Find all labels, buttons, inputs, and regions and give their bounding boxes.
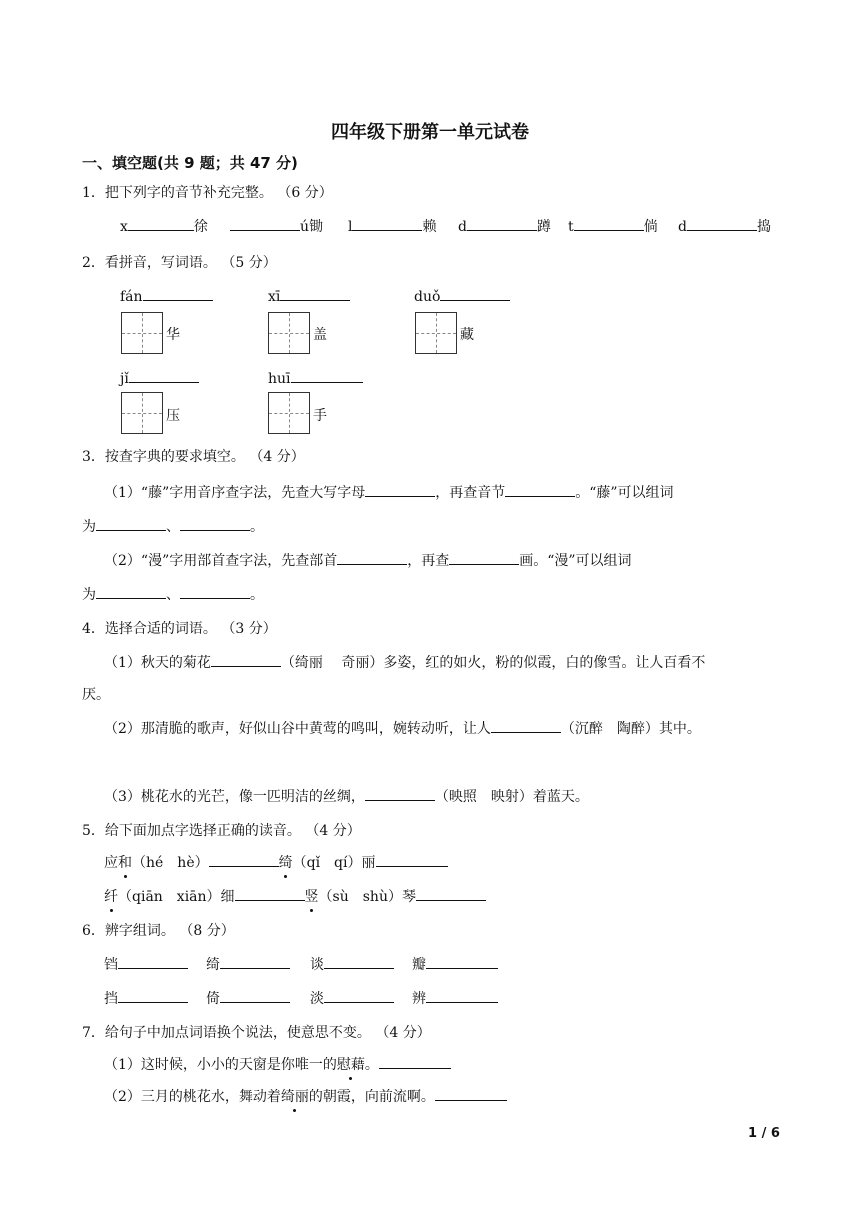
answer-blank[interactable] bbox=[426, 988, 498, 1003]
q3-part1: （1）“藤”字用音序查字法，先查大写字母 ，再查音节 。“藤”可以组词 bbox=[104, 482, 674, 502]
pinyin-label: jǐ bbox=[120, 368, 199, 387]
answer-blank[interactable] bbox=[491, 718, 561, 733]
q6-stem: 6．辨字组词。 （8 分） bbox=[82, 923, 235, 939]
q6-item: 淡 bbox=[310, 988, 394, 1008]
answer-blank[interactable] bbox=[280, 286, 350, 301]
answer-blank[interactable] bbox=[128, 216, 194, 231]
tianzige-box[interactable] bbox=[121, 392, 163, 434]
dotted-char: 纤 bbox=[104, 886, 118, 906]
q7-sentence: （1）这时候，小小的天窗是你唯一的慰藉。 bbox=[104, 1054, 451, 1074]
answer-blank[interactable] bbox=[365, 482, 435, 497]
answer-blank[interactable] bbox=[118, 954, 188, 969]
q6-item: 绮 bbox=[206, 954, 290, 974]
q4-stem: 4．选择合适的词语。 （3 分） bbox=[82, 621, 277, 637]
q3-part2-cont: 为 、 。 bbox=[82, 584, 264, 604]
pinyin-label: huī bbox=[268, 368, 363, 387]
pinyin-label: fán bbox=[120, 286, 213, 305]
q1-item: d 捣 bbox=[678, 216, 771, 236]
answer-blank[interactable] bbox=[337, 550, 407, 565]
answer-blank[interactable] bbox=[505, 482, 575, 497]
q5-row: 应和（hé hè） 绮（qǐ qí）丽 bbox=[104, 852, 448, 872]
answer-blank[interactable] bbox=[324, 954, 394, 969]
given-char: 藏 bbox=[460, 327, 474, 343]
answer-blank[interactable] bbox=[235, 886, 305, 901]
q7-sentence: （2）三月的桃花水，舞动着绮丽的朝霞，向前流啊。 bbox=[104, 1086, 507, 1106]
answer-blank[interactable] bbox=[687, 216, 757, 231]
q6-item: 瓣 bbox=[412, 954, 498, 974]
answer-blank[interactable] bbox=[365, 786, 435, 801]
dotted-char: 绮 bbox=[279, 852, 293, 872]
pinyin-label: duǒ bbox=[414, 286, 510, 305]
answer-blank[interactable] bbox=[143, 286, 213, 301]
pinyin-label: xī bbox=[268, 286, 350, 305]
given-char: 华 bbox=[166, 327, 180, 343]
answer-blank[interactable] bbox=[574, 216, 644, 231]
q4-sentence: （1）秋天的菊花 （绮丽 奇丽）多姿，红的如火，粉的似霞，白的像雪。让人百看不 bbox=[104, 652, 705, 672]
q1-item: t 倘 bbox=[568, 216, 658, 236]
tianzige-box[interactable] bbox=[415, 312, 457, 354]
q6-item: 铛 bbox=[104, 954, 188, 974]
q2-stem: 2．看拼音，写词语。 （5 分） bbox=[82, 255, 277, 271]
q6-item: 辨 bbox=[412, 988, 498, 1008]
given-char: 盖 bbox=[313, 327, 327, 343]
q1-item: x 徐 bbox=[120, 216, 208, 236]
q4-sentence-cont: 厌。 bbox=[82, 687, 110, 703]
answer-blank[interactable] bbox=[180, 516, 250, 531]
answer-blank[interactable] bbox=[449, 550, 519, 565]
dotted-char: 和 bbox=[118, 852, 132, 872]
q4-sentence: （2）那清脆的歌声，好似山谷中黄莺的鸣叫，婉转动听，让人 （沉醉 陶醉）其中。 bbox=[104, 718, 701, 738]
q5-stem: 5．给下面加点字选择正确的读音。 （4 分） bbox=[82, 823, 361, 839]
answer-blank[interactable] bbox=[435, 1086, 507, 1101]
page-number: 1 / 6 bbox=[748, 1126, 780, 1141]
page-title: 四年级下册第一单元试卷 bbox=[331, 122, 529, 143]
answer-blank[interactable] bbox=[96, 516, 166, 531]
answer-blank[interactable] bbox=[426, 954, 498, 969]
answer-blank[interactable] bbox=[440, 286, 510, 301]
q1-item: l 赖 bbox=[348, 216, 436, 236]
answer-blank[interactable] bbox=[416, 886, 486, 901]
answer-blank[interactable] bbox=[220, 954, 290, 969]
answer-blank[interactable] bbox=[379, 1054, 451, 1069]
q4-sentence: （3）桃花水的光芒，像一匹明洁的丝绸， （映照 映射）着蓝天。 bbox=[104, 786, 589, 806]
q3-part2: （2）“漫”字用部首查字法，先查部首 ，再查 画。“漫”可以组词 bbox=[104, 550, 632, 570]
answer-blank[interactable] bbox=[376, 852, 448, 867]
tianzige-box[interactable] bbox=[121, 312, 163, 354]
q3-stem: 3．按查字典的要求填空。 （4 分） bbox=[82, 449, 305, 465]
q7-stem: 7．给句子中加点词语换个说法，使意思不变。 （4 分） bbox=[82, 1025, 431, 1041]
answer-blank[interactable] bbox=[96, 584, 166, 599]
answer-blank[interactable] bbox=[180, 584, 250, 599]
answer-blank[interactable] bbox=[324, 988, 394, 1003]
dotted-word: 慰藉 bbox=[337, 1054, 365, 1074]
q1-stem: 1．把下列字的音节补充完整。 （6 分） bbox=[82, 185, 333, 201]
dotted-char: 竖 bbox=[305, 886, 319, 906]
q6-item: 倚 bbox=[206, 988, 290, 1008]
q5-row: 纤（qiān xiān）细 竖（sù shù）琴 bbox=[104, 886, 486, 906]
answer-blank[interactable] bbox=[211, 652, 281, 667]
answer-blank[interactable] bbox=[220, 988, 290, 1003]
answer-blank[interactable] bbox=[230, 216, 300, 231]
section-heading: 一、填空题(共 9 题；共 47 分) bbox=[82, 154, 298, 172]
q6-item: 挡 bbox=[104, 988, 188, 1008]
tianzige-box[interactable] bbox=[268, 392, 310, 434]
given-char: 压 bbox=[166, 408, 180, 424]
answer-blank[interactable] bbox=[467, 216, 537, 231]
q3-part1-cont: 为 、 。 bbox=[82, 516, 264, 536]
tianzige-box[interactable] bbox=[268, 312, 310, 354]
q1-item: d 蹲 bbox=[458, 216, 551, 236]
answer-blank[interactable] bbox=[129, 368, 199, 383]
dotted-word: 绮丽 bbox=[281, 1086, 309, 1106]
answer-blank[interactable] bbox=[291, 368, 363, 383]
q6-item: 谈 bbox=[310, 954, 394, 974]
given-char: 手 bbox=[313, 408, 327, 424]
answer-blank[interactable] bbox=[209, 852, 279, 867]
answer-blank[interactable] bbox=[118, 988, 188, 1003]
q1-item: ú锄 bbox=[230, 216, 323, 236]
answer-blank[interactable] bbox=[352, 216, 422, 231]
